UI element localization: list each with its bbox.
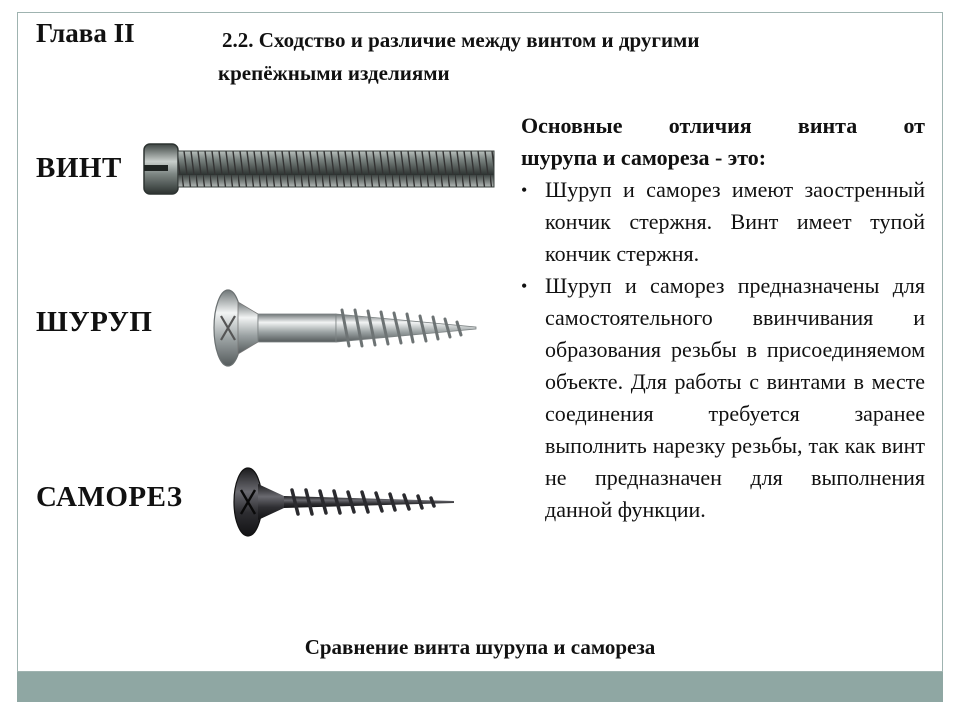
differences-heading-line-1: Основные отличия винта от xyxy=(521,113,925,138)
differences-heading-line-2: шурупа и самореза - это: xyxy=(521,145,767,170)
bullet-icon: • xyxy=(521,276,528,296)
chapter-label: Глава II xyxy=(36,18,135,48)
label-shurup: ШУРУП xyxy=(36,306,153,338)
list-item xyxy=(521,174,925,270)
label-vint: ВИНТ xyxy=(36,152,122,184)
label-samorez: САМОРЕЗ xyxy=(36,481,183,513)
list-item-text: Шуруп и саморез имеют заостренный кончик стержня. Винт имеет тупой кончик стержня. xyxy=(545,177,925,266)
title-line-2: крепёжными изделиями xyxy=(218,61,450,85)
title-line-1: 2.2. Сходство и различие между винтом и другими xyxy=(222,28,700,52)
list-item-text: Шуруп и саморез предназначены для самостоятельного ввинчивания и образования резьбы в присоединяемом объекте. Для работы с винтами в месте соединения требуется заранее выполнить нарезку резьбы, так как винт не предназначен для выполнения данной функции. xyxy=(545,273,925,522)
list-item xyxy=(521,270,925,526)
differences-text xyxy=(521,110,925,526)
slide-title xyxy=(218,24,858,90)
figure-caption: Сравнение винта шурупа и самореза xyxy=(304,635,656,659)
wood-screw-image xyxy=(186,270,486,380)
bullet-icon: • xyxy=(521,180,528,200)
machine-screw-image xyxy=(140,135,500,205)
self-tapping-screw-image xyxy=(222,458,462,548)
bottom-band xyxy=(17,672,943,702)
differences-list xyxy=(521,174,925,526)
